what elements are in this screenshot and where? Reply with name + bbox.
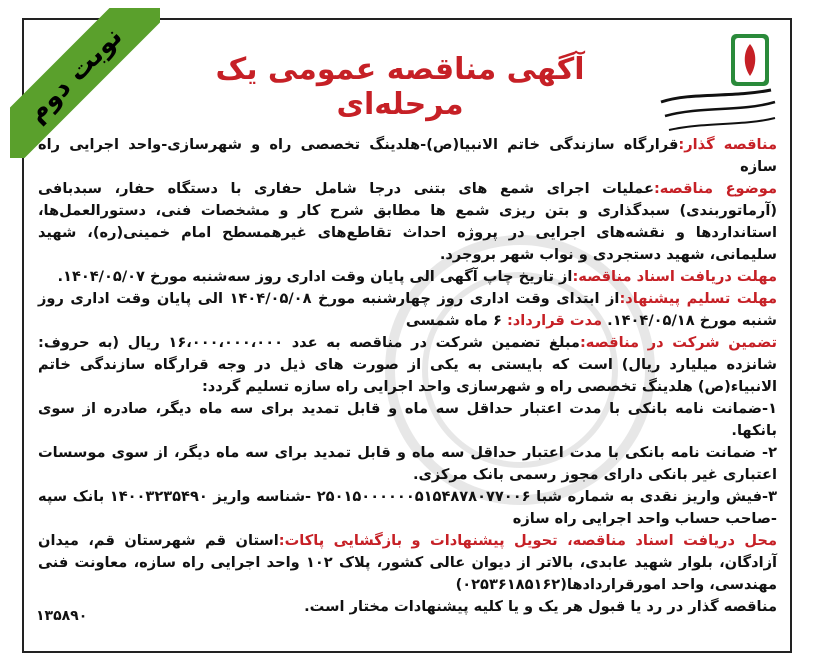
guarantee-line: تضمین شرکت در مناقصه:مبلغ تضمین شرکت در مناقصه به عدد ۱۶،۰۰۰،۰۰۰،۰۰۰ ریال (به حروف: شانزده میلیارد ریال) است که بایستی به یکی از صورت های ذیل در وجه قرارگاه سازندگی خاتم الانبیاء(ص) هلدینگ تخصصی راه و شهرسازی واحد اجرایی راه سازه تسلیم گردد: <box>38 334 777 395</box>
address-line: محل دریافت اسناد مناقصه، تحویل پیشنهادات و بازگشایی پاکات:استان قم شهرستان قم، میدان آزادگان، بلوار شهید عابدی، بالاتر از دیوان عالی کشور، پلاک ۱۰۲ واحد اجرایی راه سازه، معاونت فنی مهندسی، واحد امورقراردادها(۰۲۵۳۶۱۸۵۱۶۲) <box>38 532 777 593</box>
notice-body <box>38 134 777 618</box>
contractor-line: مناقصه گذار:قرارگاه سازندگی خاتم الانبیا(ص)-هلدینگ تخصصی راه و شهرسازی-واحد اجرایی راه سازه <box>38 136 777 175</box>
reference-number: ۱۳۵۸۹۰ <box>36 608 88 624</box>
submission-deadline-line: مهلت تسلیم پیشنهاد:از ابتدای وقت اداری روز چهارشنبه مورخ ۱۴۰۴/۰۵/۰۸ الی پایان وقت اداری روز شنبه مورخ ۱۴۰۴/۰۵/۱۸. مدت قرارداد: ۶ ماه شمسی <box>38 290 777 329</box>
guarantee-item: ۲- ضمانت نامه بانکی با مدت اعتبار حداقل سه ماه و قابل تمدید برای سه ماه دیگر، از سوی موسسات اعتباری غیر بانکی دارای مجوز رسمی بانک مرکزی. <box>38 444 777 483</box>
notice-title: آگهی مناقصه عمومی یک مرحله‌ای <box>215 52 585 122</box>
subject-line: موضوع مناقصه:عملیات اجرای شمع های بتنی درجا شامل حفاری با دستگاه حفار، سبدبافی (آرماتوربندی) سبدگذاری و بتن ریزی شمع ها مطابق شرح کار و مشخصات فنی، دستورالعمل‌ها، استانداردها و نقشه‌های اجرایی در پروژه احداث تقاطع‌های غیرهمسطح امام خمینی(ره)، شهید سلیمانی، شهید دستجردی و نواب شهر بروجرد. <box>38 180 777 263</box>
document-deadline-line: مهلت دریافت اسناد مناقصه:از تاریخ چاپ آگهی الی پایان وقت اداری روز سه‌شنبه مورخ ۱۴۰۴/۰۵/۰۷. <box>57 268 777 285</box>
guarantee-item: ۱-ضمانت نامه بانکی با مدت اعتبار حداقل سه ماه و قابل تمدید برای سه ماه دیگر، صادره از سوی بانکها. <box>38 400 777 439</box>
footer-note: مناقصه گذار در رد یا قبول هر یک و یا کلیه پیشنهادات مختار است. <box>304 598 777 615</box>
guarantee-item: ۳-فیش واریز نقدی به شماره شبا ۲۵۰۱۵۰۰۰۰۰۰۵۱۵۴۸۷۸۰۷۷۰۰۶ -شناسه واریز ۱۴۰۰۳۲۳۵۴۹۰ بانک سپه -صاحب حساب واحد اجرایی راه سازه <box>38 488 777 527</box>
emblem-icon <box>651 32 781 142</box>
round-label: نوبت دوم <box>10 8 160 158</box>
